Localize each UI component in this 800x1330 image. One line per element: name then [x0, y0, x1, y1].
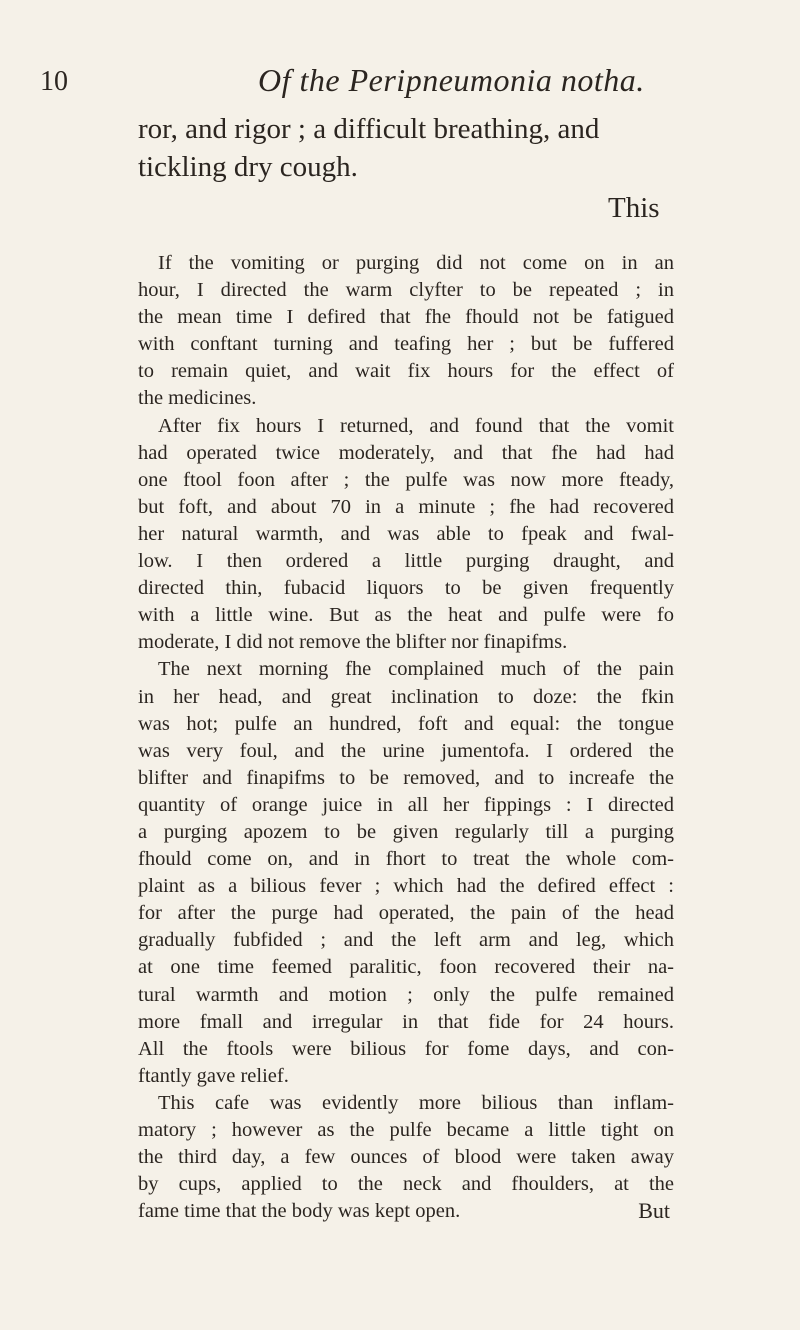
text-line: was hot; pulfe an hundred, foft and equal: the tongue	[138, 712, 674, 735]
text-line: All the ftools were bilious for fome days, and con-	[138, 1037, 674, 1060]
text-line: This cafe was evidently more bilious than inflam-	[158, 1091, 674, 1114]
text-line: After fix hours I returned, and found that the vomit	[158, 414, 674, 437]
text-line: If the vomiting or purging did not come on in an	[158, 252, 674, 274]
body-text	[138, 250, 674, 1225]
text-line: a purging apozem to be given regularly till a purging	[138, 820, 674, 843]
text-line: the third day, a few ounces of blood were taken away	[138, 1146, 674, 1169]
text-line: moderate, I did not remove the blifter nor finapifms.	[138, 631, 568, 654]
text-line: plaint as a bilious fever ; which had the defired effect :	[138, 875, 674, 898]
text-line: gradually fubfided ; and the left arm and leg, which	[138, 929, 674, 952]
text-line: The next morning fhe complained much of the pain	[158, 658, 674, 681]
text-line: with conftant turning and teafing her ; but be fuffered	[138, 333, 674, 356]
text-line: to remain quiet, and wait fix hours for the effect of	[138, 360, 674, 383]
text-line: blifter and finapifms to be removed, and to increafe the	[138, 766, 674, 789]
text-line: quantity of orange juice in all her fippings : I directed	[138, 793, 674, 816]
text-line: fhould come on, and in fhort to treat the whole com-	[138, 848, 674, 871]
text-line: tural warmth and motion ; only the pulfe remained	[138, 983, 674, 1006]
text-line: had operated twice moderately, and that fhe had had	[138, 441, 674, 464]
text-line: directed thin, fubacid liquors to be given frequently	[138, 577, 674, 600]
intro-catchword: This	[608, 192, 660, 224]
text-line: with a little wine. But as the heat and pulfe were fo	[138, 604, 674, 627]
text-line: ftantly gave relief.	[138, 1064, 289, 1087]
intro-line-2: tickling dry cough.	[138, 151, 358, 183]
text-line: but foft, and about 70 in a minute ; fhe had recovered	[138, 495, 674, 518]
text-line: the medicines.	[138, 387, 257, 410]
text-line: fame time that the body was kept open.	[138, 1200, 461, 1223]
text-line: matory ; however as the pulfe became a little tight on	[138, 1119, 674, 1141]
text-line: her natural warmth, and was able to fpeak and fwal-	[138, 522, 674, 545]
intro-line-1: ror, and rigor ; a difficult breathing, and	[138, 113, 600, 145]
text-line: one ftool foon after ; the pulfe was now more fteady,	[138, 468, 674, 491]
text-line: low. I then ordered a little purging draught, and	[138, 550, 674, 573]
text-line: the mean time I defired that fhe fhould not be fatigued	[138, 306, 674, 329]
text-line: hour, I directed the warm clyfter to be repeated ; in	[138, 279, 674, 302]
bottom-catchword: But	[638, 1198, 670, 1223]
text-line: at one time feemed paralitic, foon recovered their na-	[138, 956, 674, 979]
text-line: by cups, applied to the neck and fhoulders, at the	[138, 1173, 674, 1196]
intro-text	[138, 110, 670, 186]
text-line: more fmall and irregular in that fide for 24 hours.	[138, 1010, 674, 1033]
text-line: was very foul, and the urine jumentofa. I ordered the	[138, 739, 674, 762]
page-number: 10	[40, 66, 68, 97]
running-head: Of the Peripneumonia notha.	[258, 62, 645, 98]
text-line: for after the purge had operated, the pain of the head	[138, 902, 674, 925]
text-line: in her head, and great inclination to doze: the fkin	[138, 685, 674, 708]
